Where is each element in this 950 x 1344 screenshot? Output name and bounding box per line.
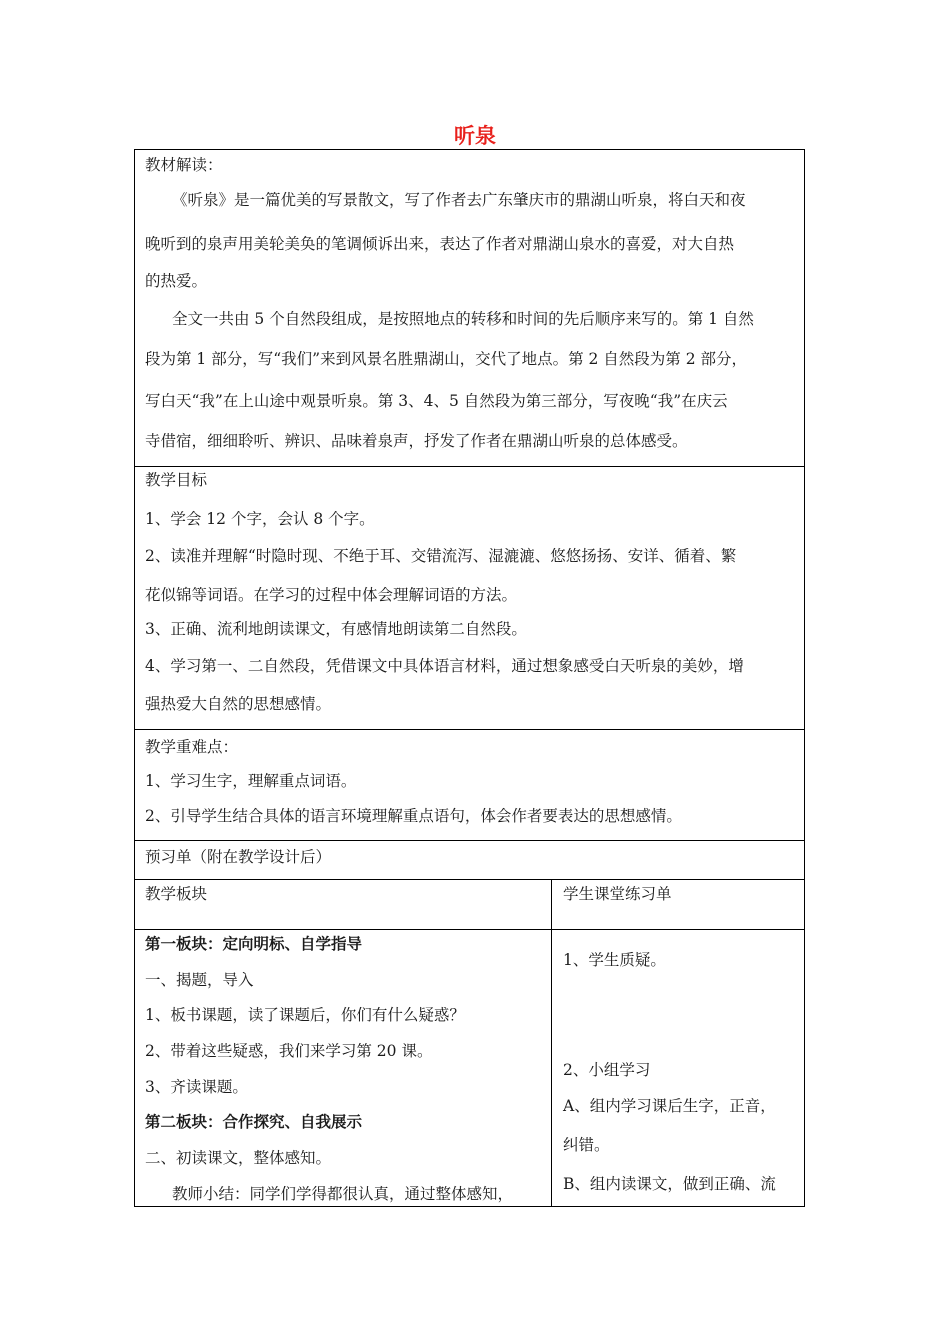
column-left-label: 教学板块: [145, 885, 208, 903]
intro-cell: [134, 149, 805, 467]
content-line: 2、带着这些疑惑，我们来学习第 20 课。: [145, 1042, 433, 1060]
keypoints-heading: 教学重难点：: [145, 738, 239, 756]
lesson-plan-table: [134, 149, 805, 1207]
content-line: 一、揭题，导入: [145, 971, 254, 989]
preview-cell: [134, 840, 805, 880]
intro-p2-line: 全文一共由 5 个自然段组成，是按照地点的转移和时间的先后顺序来写的。第 1 自然: [172, 310, 754, 328]
column-header-left: [134, 879, 552, 930]
content-line: 1、板书课题，读了课题后，你们有什么疑惑？: [145, 1006, 465, 1024]
goals-cell: [134, 466, 805, 730]
keypoint-line: 1、学习生字，理解重点词语。: [145, 772, 357, 790]
goal-line: 3、正确、流利地朗读课文，有感情地朗读第二自然段。: [145, 620, 527, 638]
document-title: 听泉: [454, 124, 496, 148]
goal-line: 1、学会 12 个字，会认 8 个字。: [145, 510, 375, 528]
preview-text: 预习单（附在教学设计后）: [145, 848, 332, 866]
intro-p1-line: 的热爱。: [145, 272, 208, 290]
column-right-label: 学生课堂练习单: [563, 885, 672, 903]
exercise-line: 纠错。: [563, 1136, 610, 1154]
content-line: 3、齐读课题。: [145, 1078, 248, 1096]
goal-line: 花似锦等词语。在学习的过程中体会理解词语的方法。: [145, 586, 518, 604]
goal-line: 4、学习第一、二自然段，凭借课文中具体语言材料，通过想象感受白天听泉的美妙，增: [145, 657, 744, 675]
keypoint-line: 2、引导学生结合具体的语言环境理解重点语句，体会作者要表达的思想感情。: [145, 807, 682, 825]
exercise-line: 2、小组学习: [563, 1061, 651, 1079]
intro-p2-line: 寺借宿，细细聆听、辨识、品味着泉声，抒发了作者在鼎湖山听泉的总体感受。: [145, 432, 688, 450]
intro-p2-line: 段为第 1 部分，写“我们”来到风景名胜鼎湖山，交代了地点。第 2 自然段为第 2 部分，: [145, 350, 747, 368]
exercise-line: A、组内学习课后生字，正音，: [563, 1097, 776, 1115]
goal-line: 2、读准并理解“时隐时现、不绝于耳、交错流泻、湿漉漉、悠悠扬扬、安详、循着、繁: [145, 547, 737, 565]
intro-p1-line: 《听泉》是一篇优美的写景散文，写了作者去广东肇庆市的鼎湖山听泉，将白天和夜: [172, 191, 746, 209]
block1-title: 第一板块：定向明标、自学指导: [145, 935, 363, 953]
intro-p1-line: 晚听到的泉声用美轮美奂的笔调倾诉出来，表达了作者对鼎湖山泉水的喜爱，对大自热: [145, 235, 735, 253]
intro-heading: 教材解读：: [145, 156, 223, 174]
goals-heading: 教学目标: [145, 471, 208, 489]
content-line: 教师小结：同学们学得都很认真，通过整体感知，: [172, 1185, 514, 1203]
intro-p2-line: 写白天“我”在上山途中观景听泉。第 3、4、5 自然段为第三部分，写夜晚“我”在庆云: [145, 392, 728, 410]
keypoints-cell: [134, 729, 805, 841]
student-exercise-cell: [551, 929, 805, 1207]
block2-title: 第二板块：合作探究、自我展示: [145, 1113, 363, 1131]
goal-line: 强热爱大自然的思想感情。: [145, 695, 332, 713]
column-header-right: [551, 879, 805, 930]
exercise-line: 1、学生质疑。: [563, 951, 666, 969]
teaching-content-cell: [134, 929, 552, 1207]
exercise-line: B、组内读课文，做到正确、流: [563, 1175, 776, 1193]
content-line: 二、初读课文，整体感知。: [145, 1149, 332, 1167]
